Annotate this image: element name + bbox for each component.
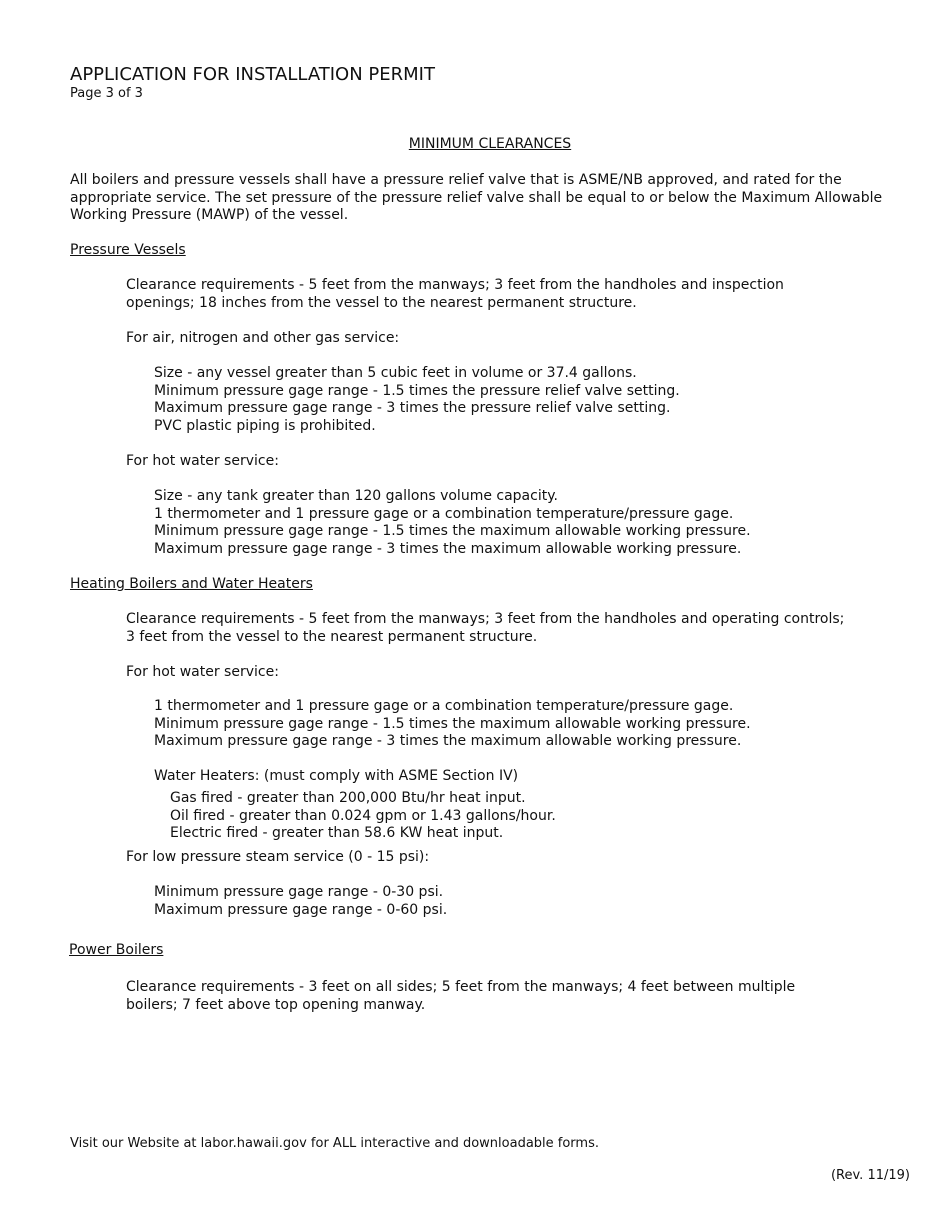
clearance-line: Clearance requirements - 5 feet from the manways; 3 feet from the handholes and inspection	[126, 277, 784, 293]
gas-service-list	[154, 365, 680, 435]
list-item: Minimum pressure gage range - 1.5 times the maximum allowable working pressure.	[154, 523, 751, 539]
power-boilers-clearance	[126, 979, 795, 1014]
list-item: 1 thermometer and 1 pressure gage or a combination temperature/pressure gage.	[154, 698, 734, 714]
hot-water-service-list	[154, 698, 751, 751]
list-item: Maximum pressure gage range - 3 times the maximum allowable working pressure.	[154, 733, 742, 749]
list-item: Size - any vessel greater than 5 cubic feet in volume or 37.4 gallons.	[154, 365, 637, 381]
pressure-vessels-title: Pressure Vessels	[70, 242, 186, 258]
list-item: Maximum pressure gage range - 3 times the maximum allowable working pressure.	[154, 540, 742, 557]
intro-line: Working Pressure (MAWP) of the vessel.	[70, 207, 349, 223]
hot-water-service-list	[154, 488, 751, 558]
pressure-vessels-clearance	[126, 277, 784, 312]
page-number: Page 3 of 3	[70, 86, 143, 101]
list-item: Oil fired - greater than 0.024 gpm or 1.43 gallons/hour.	[170, 807, 556, 824]
clearance-line: Clearance requirements - 3 feet on all sides; 5 feet from the manways; 4 feet between multiple	[126, 979, 796, 995]
power-boilers-title: Power Boilers	[69, 942, 164, 958]
list-item: Electric fired - greater than 58.6 KW heat input.	[170, 825, 504, 841]
revision-label: (Rev. 11/19)	[830, 1168, 910, 1183]
section-heading: MINIMUM CLEARANCES	[408, 136, 572, 152]
steam-service-list	[154, 884, 447, 919]
heating-boilers-title: Heating Boilers and Water Heaters	[70, 576, 313, 592]
steam-service-label: For low pressure steam service (0 - 15 psi):	[126, 849, 430, 865]
list-item: Maximum pressure gage range - 3 times the pressure relief valve setting.	[154, 400, 671, 416]
list-item: Minimum pressure gage range - 1.5 times the pressure relief valve setting.	[154, 382, 680, 399]
clearance-line: 3 feet from the vessel to the nearest permanent structure.	[126, 628, 538, 645]
water-heaters-list	[170, 790, 556, 843]
document-title: APPLICATION FOR INSTALLATION PERMIT	[70, 64, 435, 85]
hot-water-service-label: For hot water service:	[126, 664, 279, 680]
hot-water-service-label: For hot water service:	[126, 453, 279, 469]
gas-service-label: For air, nitrogen and other gas service:	[126, 330, 400, 346]
list-item: 1 thermometer and 1 pressure gage or a combination temperature/pressure gage.	[154, 505, 734, 522]
list-item: Size - any tank greater than 120 gallons volume capacity.	[154, 488, 558, 504]
list-item: PVC plastic piping is prohibited.	[154, 417, 376, 434]
intro-line: All boilers and pressure vessels shall have a pressure relief valve that is ASME/NB approved, and rated for the	[70, 172, 842, 188]
list-item: Minimum pressure gage range - 1.5 times the maximum allowable working pressure.	[154, 715, 751, 732]
intro-line: appropriate service. The set pressure of the pressure relief valve shall be equal to or below the Maximum Allowable	[70, 189, 883, 206]
clearance-line: openings; 18 inches from the vessel to the nearest permanent structure.	[126, 294, 637, 311]
heating-boilers-clearance	[126, 611, 844, 646]
list-item: Minimum pressure gage range - 0-30 psi.	[154, 884, 444, 900]
clearance-line: Clearance requirements - 5 feet from the manways; 3 feet from the handholes and operating controls;	[126, 611, 845, 627]
intro-paragraph	[70, 172, 882, 225]
list-item: Maximum pressure gage range - 0-60 psi.	[154, 901, 448, 918]
list-item: Gas fired - greater than 200,000 Btu/hr heat input.	[170, 790, 526, 806]
water-heaters-label: Water Heaters: (must comply with ASME Section IV)	[154, 768, 519, 784]
website-note: Visit our Website at labor.hawaii.gov for ALL interactive and downloadable forms.	[70, 1136, 599, 1151]
clearance-line: boilers; 7 feet above top opening manway.	[126, 996, 426, 1013]
